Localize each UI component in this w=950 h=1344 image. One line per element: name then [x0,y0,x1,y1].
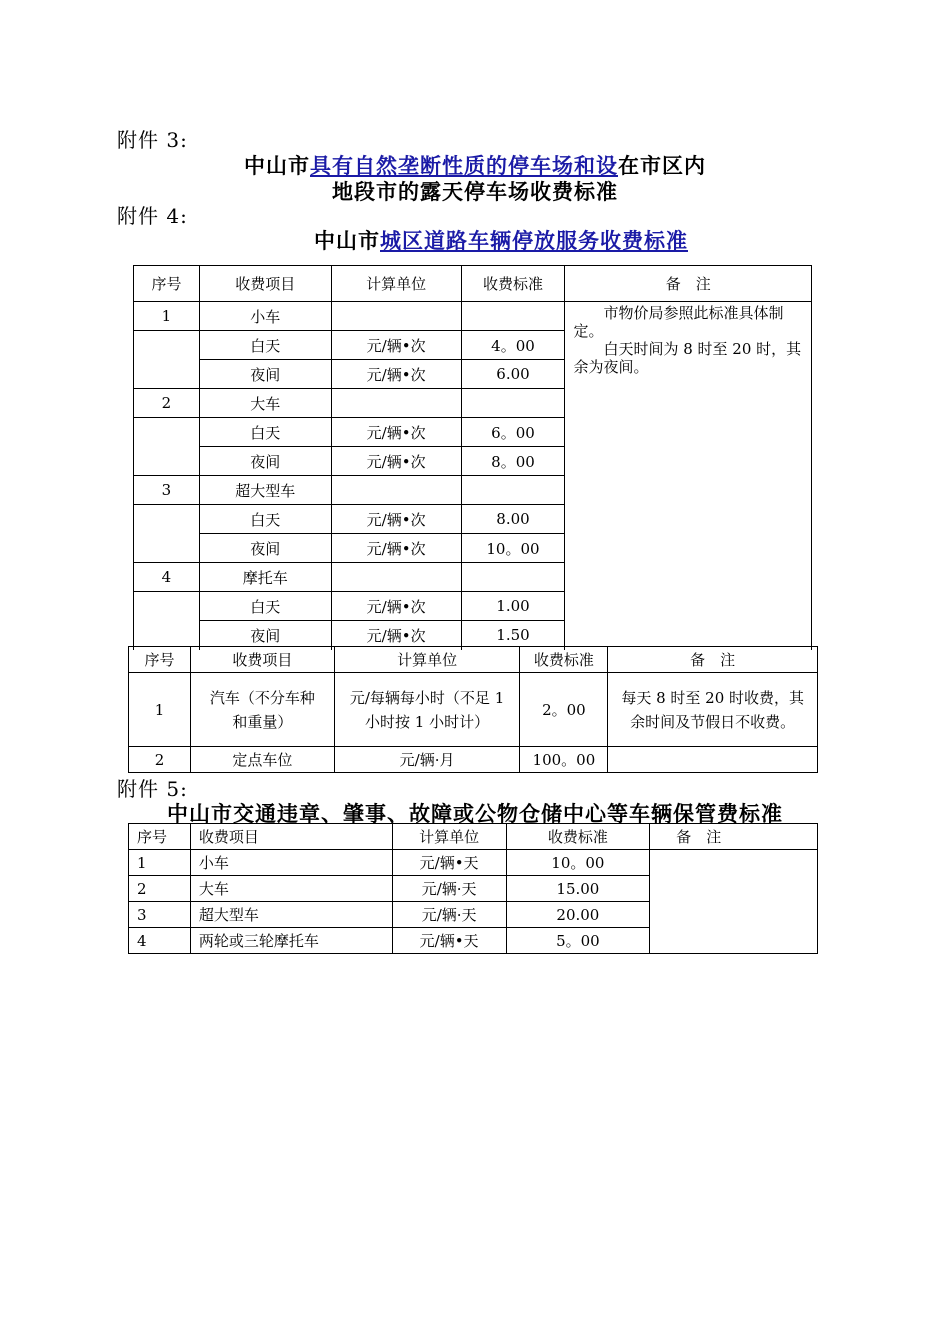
cell [331,302,461,331]
cell: 8.00 [461,505,565,534]
cell: 8。00 [461,447,565,476]
cell: 3 [129,902,191,928]
cell: 10。00 [506,850,650,876]
cell: 3 [134,476,200,505]
header-cell: 备 注 [565,266,812,302]
cell [134,418,200,476]
header-cell: 序号 [129,824,191,850]
cell: 1 [134,302,200,331]
header-cell: 计算单位 [392,824,506,850]
remarks-cell [565,302,812,650]
header-cell: 收费标准 [461,266,565,302]
cell: 元/辆•次 [331,418,461,447]
cell: 元/辆·天 [392,902,506,928]
cell: 大车 [199,389,331,418]
table-row [129,747,818,773]
cell: 2。00 [520,673,608,747]
header-cell: 备 注 [650,824,818,850]
cell: 白天 [199,331,331,360]
attachment-3-label: 附件 3: [117,128,188,152]
cell: 1.00 [461,592,565,621]
cell: 夜间 [199,621,331,650]
cell: 2 [129,876,191,902]
cell: 汽车（不分车种和重量） [190,673,334,747]
cell: 白天 [199,418,331,447]
cell: 定点车位 [190,747,334,773]
remarks-cell [650,850,818,954]
attachment-5-title: 中山市交通违章、肇事、故障或公物仓储中心等车辆保管费标准 [167,801,783,826]
cell: 小车 [190,850,392,876]
cell: 夜间 [199,534,331,563]
header-cell: 计算单位 [331,266,461,302]
table-header-row [129,824,818,850]
cell: 10。00 [461,534,565,563]
cell: 元/辆•天 [392,928,506,954]
cell [134,331,200,389]
cell: 两轮或三轮摩托车 [190,928,392,954]
title-link[interactable]: 具有自然垄断性质的停车场和设 [310,153,618,178]
header-cell: 收费项目 [199,266,331,302]
header-cell: 序号 [134,266,200,302]
cell [134,505,200,563]
title-text: 中山市 [314,228,380,253]
title-text: 中山市 [244,153,310,178]
cell: 1 [129,850,191,876]
cell: 4 [134,563,200,592]
fee-table-1 [133,265,812,650]
cell [331,389,461,418]
cell: 1.50 [461,621,565,650]
cell: 元/辆•次 [331,621,461,650]
remark-text: 市物价局参照此标准具体制定。 [573,304,784,340]
table-row [134,302,812,331]
table-row [129,673,818,747]
cell: 元/每辆每小时（不足 1 小时按 1 小时计） [334,673,520,747]
cell [461,389,565,418]
cell: 摩托车 [199,563,331,592]
cell: 小车 [199,302,331,331]
header-cell: 备 注 [608,647,818,673]
attachment-4-label: 附件 4: [117,204,188,228]
header-cell: 收费标准 [520,647,608,673]
fee-table-2 [128,646,818,773]
cell: 4。00 [461,331,565,360]
cell: 元/辆·月 [334,747,520,773]
cell: 6.00 [461,360,565,389]
cell: 超大型车 [199,476,331,505]
fee-table-3 [128,823,818,954]
cell: 元/辆•次 [331,447,461,476]
cell [461,476,565,505]
table-header-row [129,647,818,673]
cell: 6。00 [461,418,565,447]
cell [134,592,200,650]
cell: 2 [134,389,200,418]
remark-text: 白天时间为 8 时至 20 时，其余为夜间。 [573,340,802,376]
cell: 元/辆•次 [331,360,461,389]
cell: 元/辆·天 [392,876,506,902]
header-cell: 序号 [129,647,191,673]
title-text: 在市区内 [618,153,706,178]
table-header-row [134,266,812,302]
cell [461,302,565,331]
cell: 元/辆•次 [331,534,461,563]
header-cell: 收费项目 [190,647,334,673]
attachment-3-title-line2: 地段市的露天停车场收费标准 [332,179,618,204]
cell [331,476,461,505]
table-row [129,850,818,876]
attachment-4-title [0,225,950,255]
cell: 超大型车 [190,902,392,928]
header-cell: 收费项目 [190,824,392,850]
cell: 2 [129,747,191,773]
cell: 元/辆•天 [392,850,506,876]
cell: 1 [129,673,191,747]
cell: 每天 8 时至 20 时收费，其余时间及节假日不收费。 [608,673,818,747]
cell: 大车 [190,876,392,902]
cell: 100。00 [520,747,608,773]
cell: 元/辆•次 [331,505,461,534]
cell: 元/辆•次 [331,592,461,621]
cell: 元/辆•次 [331,331,461,360]
header-cell: 计算单位 [334,647,520,673]
cell [461,563,565,592]
cell: 5。00 [506,928,650,954]
attachment-5-label: 附件 5: [117,777,188,801]
cell: 白天 [199,505,331,534]
cell: 4 [129,928,191,954]
cell: 20.00 [506,902,650,928]
header-cell: 收费标准 [506,824,650,850]
cell [608,747,818,773]
title-link[interactable]: 城区道路车辆停放服务收费标准 [380,228,688,253]
cell: 15.00 [506,876,650,902]
cell: 白天 [199,592,331,621]
cell [331,563,461,592]
cell: 夜间 [199,360,331,389]
cell: 夜间 [199,447,331,476]
